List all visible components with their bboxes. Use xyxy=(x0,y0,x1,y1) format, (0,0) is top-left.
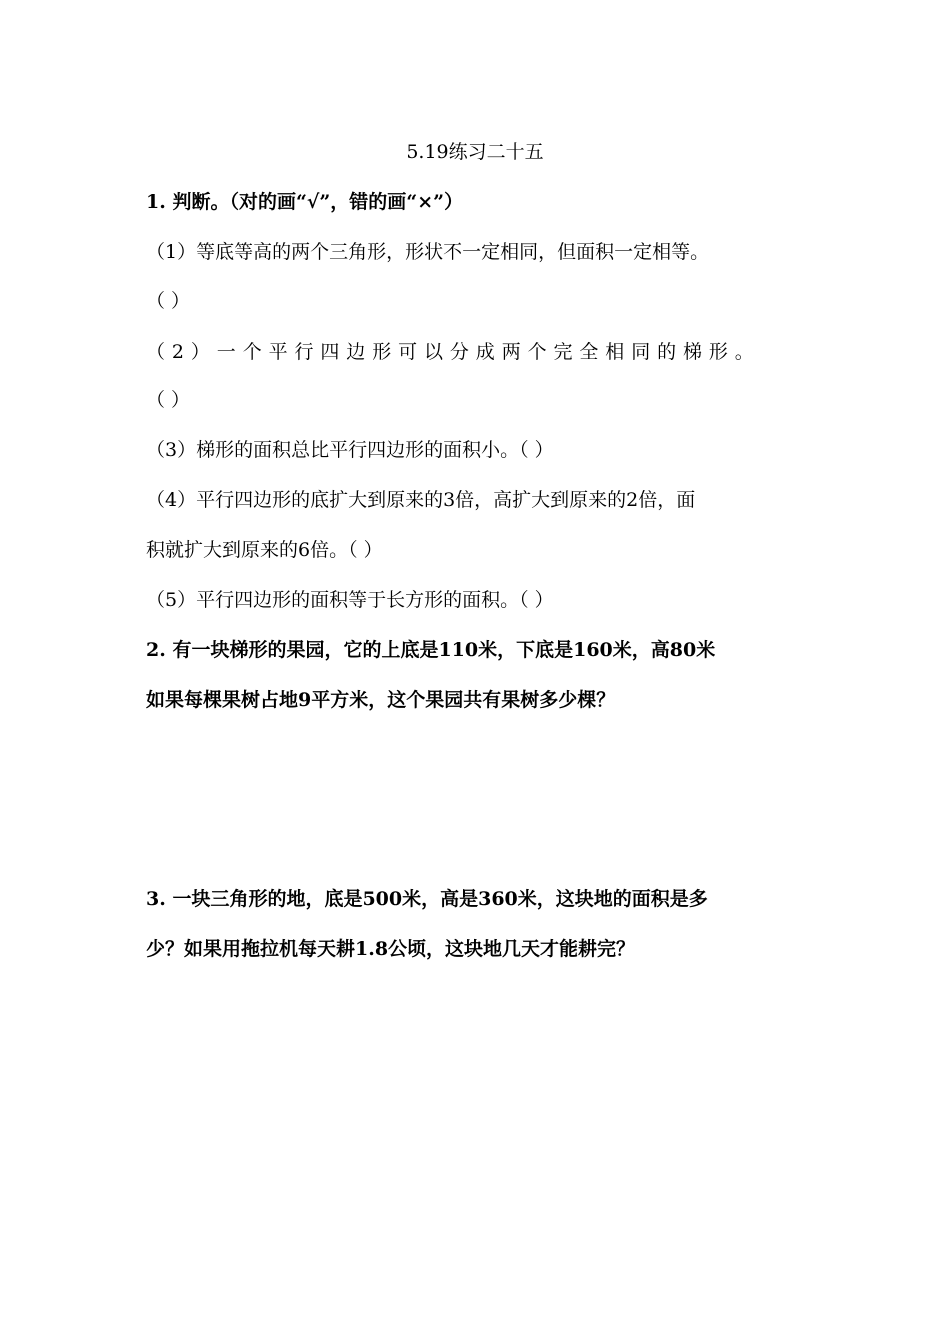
question-1-item-1-blank: （ ） xyxy=(146,290,191,312)
question-3-line-1: 3. 一块三角形的地，底是500米，高是360米，这块地的面积是多 xyxy=(146,888,708,910)
question-1-item-2: （2）一个平行四边形可以分成两个完全相同的梯形。 xyxy=(146,341,761,363)
question-1-heading: 1. 判断。（对的画“√”，错的画“×”） xyxy=(146,191,464,213)
question-1-item-4: （4）平行四边形的底扩大到原来的3倍，高扩大到原来的2倍，面 xyxy=(146,489,696,511)
question-2-line-2: 如果每棵果树占地9平方米，这个果园共有果树多少棵？ xyxy=(146,689,616,711)
question-1-item-5: （5）平行四边形的面积等于长方形的面积。（ ） xyxy=(146,589,554,611)
question-1-item-3: （3）梯形的面积总比平行四边形的面积小。（ ） xyxy=(146,439,554,461)
page-title: 5.19练习二十五 xyxy=(406,141,544,163)
question-3-line-2: 少？如果用拖拉机每天耕1.8公顷，这块地几天才能耕完？ xyxy=(146,938,636,960)
question-1-item-2-blank: （ ） xyxy=(146,389,191,411)
question-1-item-1: （1）等底等高的两个三角形，形状不一定相同，但面积一定相等。 xyxy=(146,241,710,263)
question-2-line-1: 2. 有一块梯形的果园，它的上底是110米，下底是160米，高80米 xyxy=(146,639,716,661)
question-1-item-4-continued: 积就扩大到原来的6倍。（ ） xyxy=(146,539,383,561)
